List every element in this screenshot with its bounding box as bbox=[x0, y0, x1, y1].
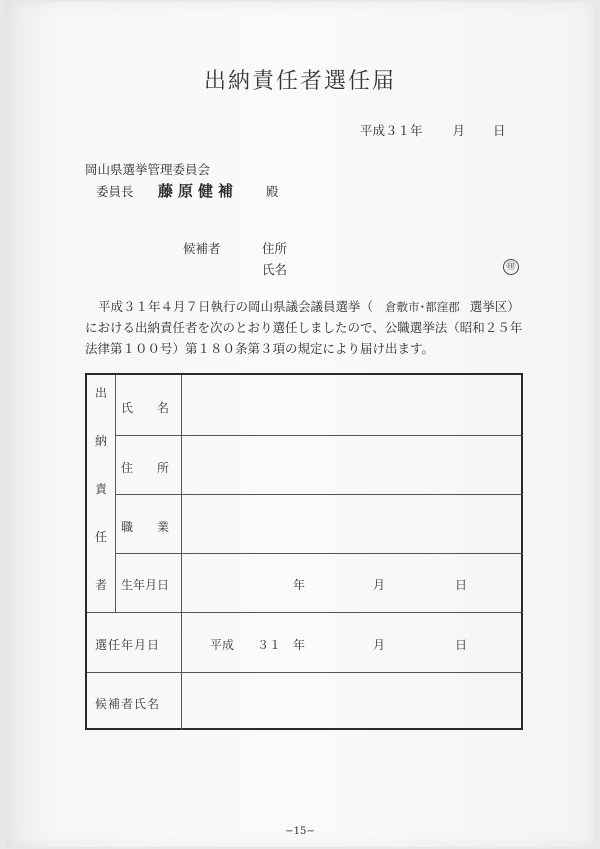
appointment-day-label: 日 bbox=[455, 638, 468, 652]
group-char: 出 bbox=[94, 386, 107, 400]
appointment-form-table bbox=[85, 373, 523, 730]
candidate-address-label: 住所 bbox=[262, 241, 288, 256]
date-month: 月 bbox=[452, 123, 466, 138]
chair-name: 藤原健補 bbox=[158, 182, 239, 200]
district-handwritten: 倉敷市･都窪郡 bbox=[385, 300, 460, 314]
row-label-address: 住 所 bbox=[121, 461, 170, 475]
addressee-org: 岡山県選挙管理委員会 bbox=[85, 162, 211, 177]
candidate-label: 候補者 bbox=[183, 241, 221, 256]
seal-mark-icon: ㊞ bbox=[503, 259, 519, 275]
appointment-year-label: 年 bbox=[293, 638, 306, 652]
birth-day-label: 日 bbox=[455, 578, 468, 592]
body-line-3: 法律第１００号）第１８０条第３項の規定により届け出ます。 bbox=[85, 341, 435, 356]
row-label-name: 氏 名 bbox=[121, 401, 170, 415]
appointment-date-label: 選任年月日 bbox=[95, 638, 161, 652]
birth-year-label: 年 bbox=[293, 578, 306, 592]
row-label-occupation: 職 業 bbox=[121, 520, 170, 534]
honorific: 殿 bbox=[266, 184, 279, 199]
appointment-year-num: ３１ bbox=[257, 638, 282, 652]
row-line bbox=[87, 672, 523, 673]
group-char: 責 bbox=[94, 482, 107, 496]
body-line-1-start: 平成３１年４月７日執行の岡山県議会議員選挙（ bbox=[98, 299, 374, 314]
candidate-name-label: 氏名 bbox=[262, 262, 288, 277]
candidate-name-row-label: 候補者氏名 bbox=[95, 697, 161, 711]
row-label-birthdate: 生年月日 bbox=[121, 578, 170, 592]
appointment-era: 平成 bbox=[210, 638, 235, 652]
appointment-month-label: 月 bbox=[373, 638, 386, 652]
page-number: −15− bbox=[285, 826, 315, 837]
group-char: 任 bbox=[94, 530, 107, 544]
birth-month-label: 月 bbox=[373, 578, 386, 592]
date-day: 日 bbox=[493, 123, 506, 138]
body-line-1 bbox=[98, 296, 520, 318]
submission-date bbox=[360, 121, 506, 139]
body-line-1-end: 選挙区） bbox=[469, 299, 520, 314]
document-title: 出納責任者選任届 bbox=[203, 69, 396, 94]
row-line bbox=[115, 435, 523, 436]
group-char: 者 bbox=[94, 578, 107, 592]
group-char: 納 bbox=[94, 434, 107, 448]
row-line bbox=[115, 553, 523, 554]
chair-title: 委員長 bbox=[96, 184, 134, 199]
date-era-year: 平成３１年 bbox=[360, 123, 423, 138]
group-label-vertical bbox=[94, 387, 108, 599]
row-line bbox=[115, 494, 523, 495]
row-line bbox=[87, 612, 523, 613]
body-line-2: における出納責任者を次のとおり選任しましたので、公職選挙法（昭和２５年 bbox=[85, 320, 523, 335]
